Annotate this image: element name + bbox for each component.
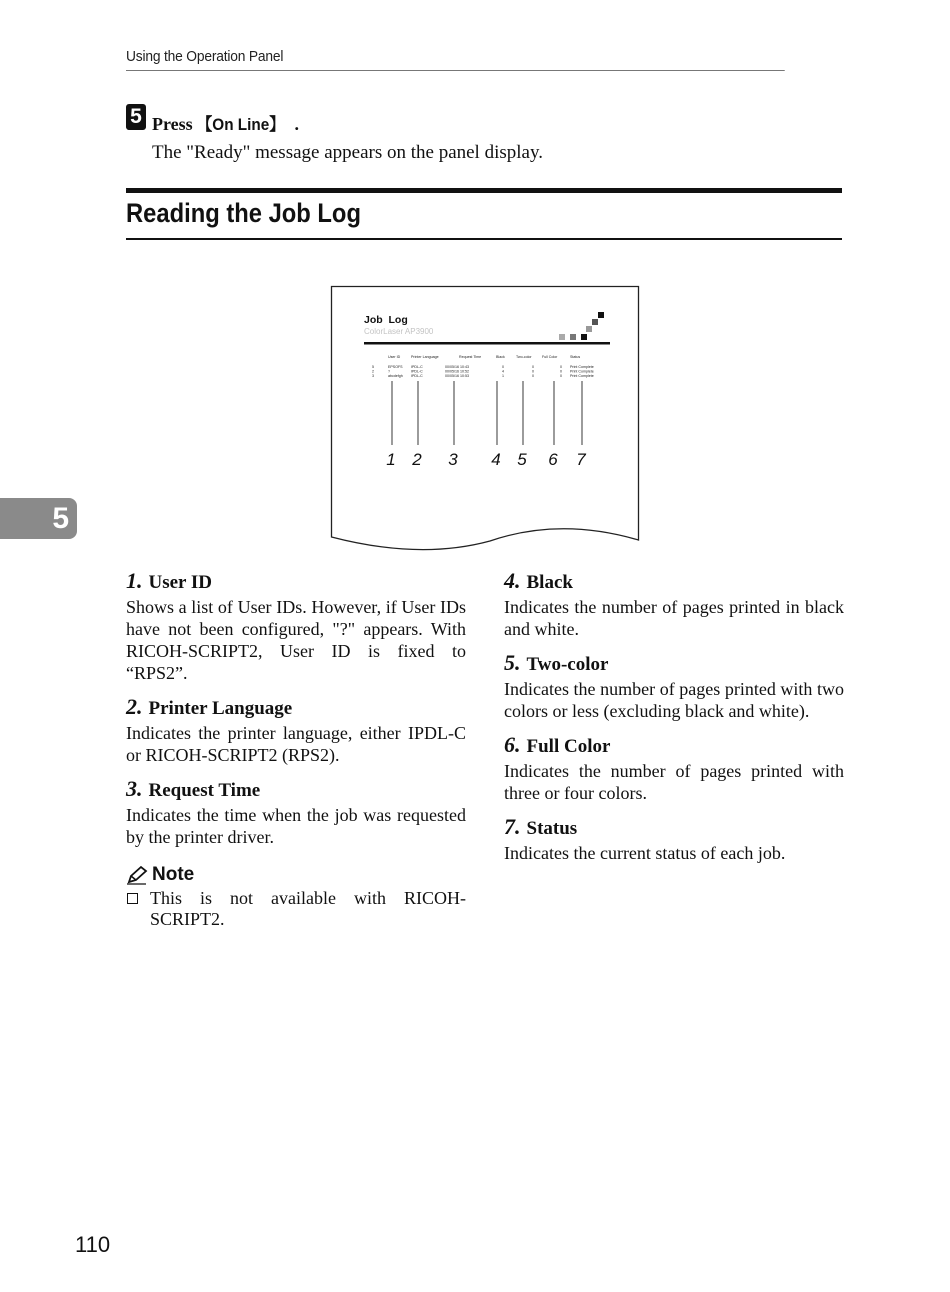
item-description: Indicates the number of pages printed with three or four colors. — [504, 761, 844, 803]
pencil-icon — [126, 865, 148, 885]
item-title: Black — [526, 572, 573, 593]
item-title: User ID — [148, 572, 213, 593]
report-cell: 0 — [560, 365, 562, 369]
report-column-header: User ID — [388, 355, 401, 359]
report-cell: 00/05/16 10:52 — [445, 369, 469, 374]
item-heading — [126, 694, 466, 722]
item-two-color — [504, 650, 844, 722]
report-cell: IPDL-C — [411, 374, 423, 379]
report-cell: abcdefgh — [388, 374, 403, 379]
item-description: Indicates the current status of each job. — [504, 843, 786, 863]
descriptions-left-column — [126, 568, 466, 930]
report-cell: 2 — [372, 369, 374, 374]
note-text: This is not available with RICOH-SCRIPT2. — [150, 888, 466, 929]
callout-number: 1 — [386, 450, 396, 469]
job-log-figure — [330, 285, 640, 557]
item-heading — [504, 814, 844, 842]
item-description: Indicates the time when the job was requested by the printer driver. — [126, 805, 466, 847]
item-title: Printer Language — [148, 698, 293, 719]
page-number: 110 — [75, 1232, 111, 1257]
report-cell: Print Complete — [570, 369, 594, 374]
note-item — [126, 888, 466, 930]
item-title: Request Time — [148, 780, 261, 801]
item-title: Full Color — [526, 736, 611, 757]
report-title: Job Log — [364, 314, 408, 326]
report-cell: Print Complete — [570, 374, 594, 379]
report-column-header: Two-color — [516, 355, 532, 359]
report-column-header: Printer Language — [411, 355, 439, 359]
note-heading — [126, 862, 466, 888]
chapter-tab: 5 — [0, 498, 77, 539]
item-full-color — [504, 732, 844, 804]
item-heading — [504, 568, 844, 596]
report-header-rule — [364, 342, 610, 345]
job-log-illustration — [330, 285, 640, 557]
report-cell: IPDL-C — [411, 365, 423, 369]
section-rule-bottom — [126, 238, 842, 240]
item-number: 3. — [126, 776, 143, 801]
report-cell: 3 — [372, 374, 374, 379]
report-cell: 0 — [532, 369, 534, 374]
report-cell: 0 — [560, 374, 562, 379]
item-number: 6. — [504, 732, 521, 757]
report-column-header: Black — [496, 355, 505, 359]
report-column-header: Status — [570, 355, 581, 359]
report-cell: 0 — [532, 365, 534, 369]
callout-number: 3 — [448, 450, 458, 469]
step-instruction — [152, 110, 299, 135]
item-description: Indicates the number of pages printed in black and white. — [504, 597, 844, 639]
step-number-badge: 5 — [126, 104, 146, 130]
report-column-header: Request Time — [459, 355, 482, 359]
item-user-id — [126, 568, 466, 684]
callout-number: 2 — [412, 450, 422, 469]
item-number: 1. — [126, 568, 143, 593]
item-heading — [126, 776, 466, 804]
item-request-time — [126, 776, 466, 848]
report-cell: Print Complete — [570, 365, 594, 369]
section-rule-top — [126, 188, 842, 193]
item-number: 7. — [504, 814, 521, 839]
callout-number: 6 — [548, 450, 558, 469]
item-description: Shows a list of User IDs. However, if User IDs have not been configured, "?" appears. With RICOH-SCRIPT2, User ID is fixed to “RPS2”. — [126, 597, 466, 683]
step-suffix: . — [294, 114, 299, 134]
section-title: Reading the Job Log — [126, 198, 361, 228]
item-title: Status — [526, 818, 578, 839]
callout-number: 7 — [576, 450, 586, 469]
report-subtitle: ColorLaser AP3900 — [364, 327, 434, 336]
report-column-header: Full Color — [542, 355, 558, 359]
report-cell: 0 — [502, 365, 504, 369]
item-heading — [504, 732, 844, 760]
item-number: 2. — [126, 694, 143, 719]
report-cell: 0 — [560, 369, 562, 374]
report-cell: IPDL-C — [411, 369, 423, 374]
report-cell: 1 — [502, 374, 504, 379]
item-status — [504, 814, 844, 864]
item-heading — [504, 650, 844, 678]
item-black — [504, 568, 844, 640]
item-title: Two-color — [526, 654, 609, 675]
item-heading — [126, 568, 466, 596]
callout-number: 5 — [517, 450, 527, 469]
running-header: Using the Operation Panel — [126, 48, 785, 71]
report-cell: 4 — [502, 369, 504, 374]
item-number: 5. — [504, 650, 521, 675]
online-key-label: 【On Line】 — [197, 115, 285, 134]
report-cell: 00/05/16 10:53 — [445, 374, 469, 379]
callout-number: 4 — [491, 450, 501, 469]
note-title: Note — [152, 864, 195, 885]
item-number: 4. — [504, 568, 521, 593]
step-description: The "Ready" message appears on the panel display. — [152, 142, 543, 163]
report-cell: EPSOFS — [388, 365, 403, 369]
step-prefix: Press — [152, 114, 198, 134]
checkbox-bullet-icon — [127, 893, 138, 904]
report-cell: 5 — [372, 365, 374, 369]
report-cell: ? — [388, 369, 390, 374]
item-description: Indicates the number of pages printed with two colors or less (excluding black and white). — [504, 679, 844, 721]
item-printer-language — [126, 694, 466, 766]
report-cell: 0 — [532, 374, 534, 379]
item-description: Indicates the printer language, either IPDL-C or RICOH-SCRIPT2 (RPS2). — [126, 723, 466, 765]
descriptions-right-column — [504, 568, 844, 874]
report-cell: 00/05/16 10:43 — [445, 365, 469, 369]
